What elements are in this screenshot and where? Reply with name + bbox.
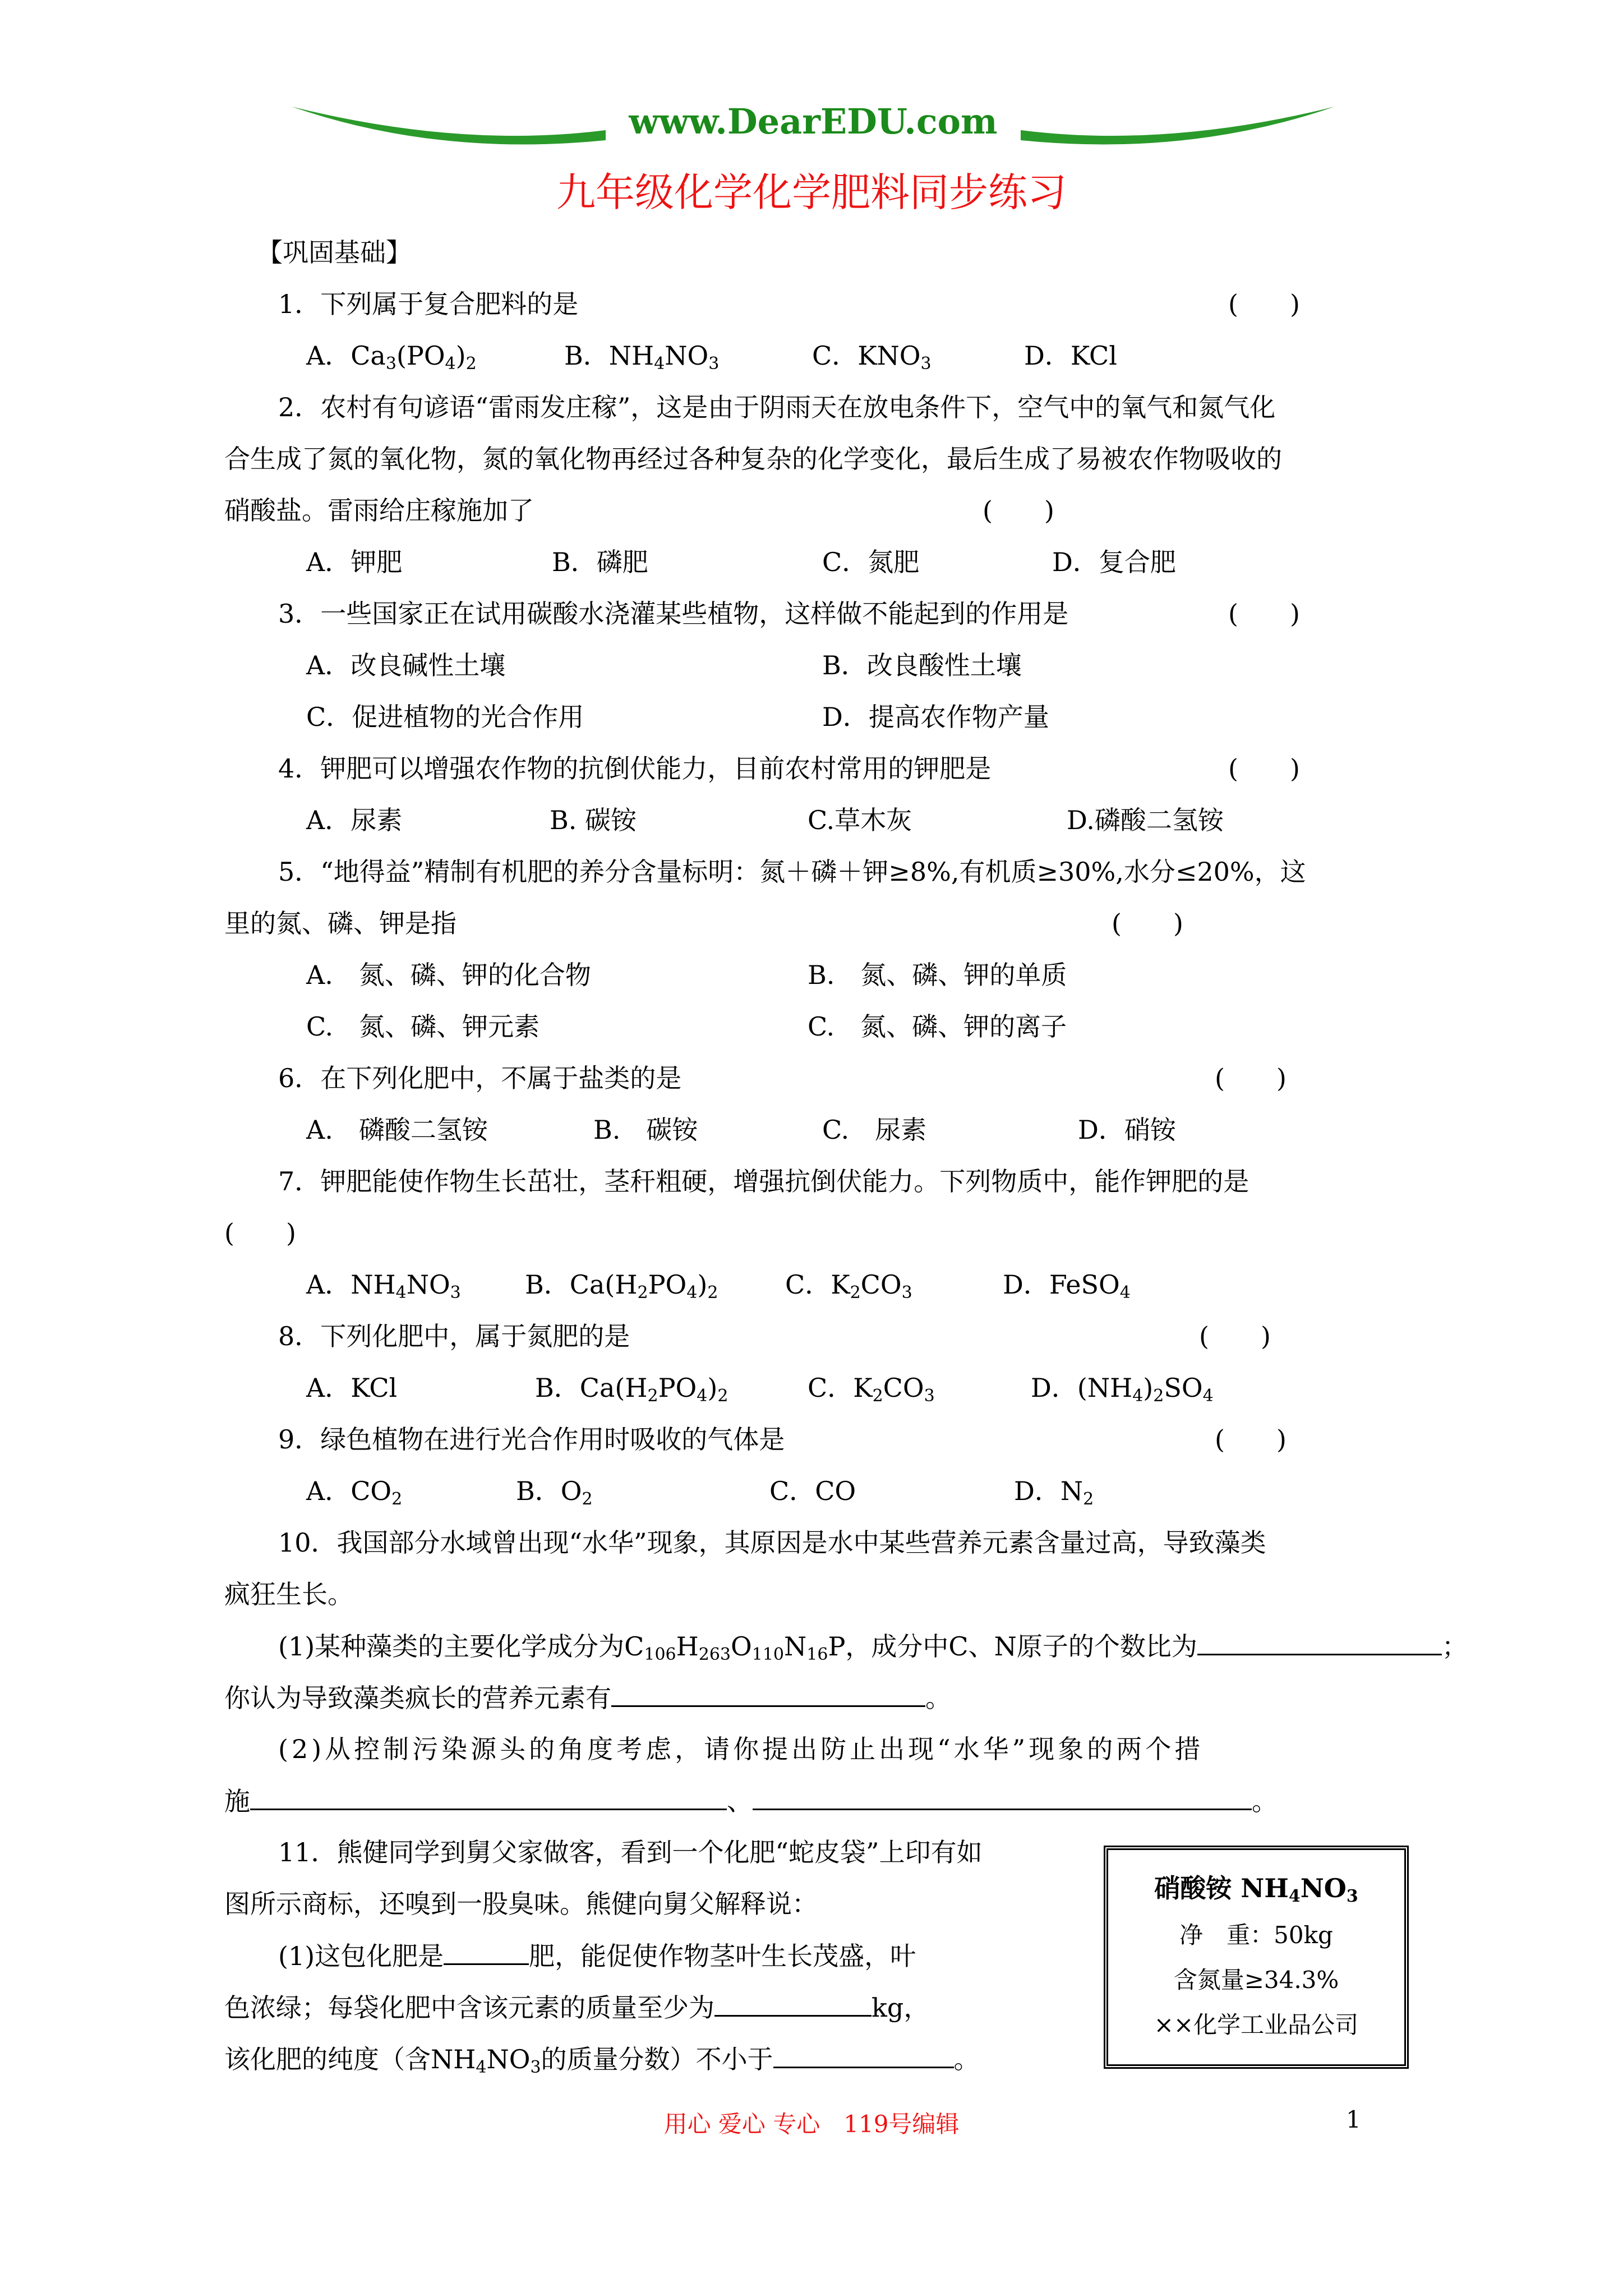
q10-line-1: 10．我国部分水域曾出现“水华”现象，其原因是水中某些营养元素含量过高，导致藻类 xyxy=(278,1527,1266,1558)
q3-option-a: A．改良碱性土壤 xyxy=(306,650,506,680)
q3-option-b: B．改良酸性土壤 xyxy=(822,650,1022,680)
q10-ratio-blank[interactable] xyxy=(1197,1629,1442,1655)
q9-option-a: A．$CO_2$ xyxy=(306,1476,403,1509)
q3-stem: 3．一些国家正在试用碳酸水浇灌某些植物，这样做不能起到的作用是 xyxy=(278,599,1069,629)
q1-option-a: A．$Ca_3(PO_4)_2$ xyxy=(306,341,477,374)
q1-option-c: C．$KNO_3$ xyxy=(812,341,932,374)
q5-option-c: C. 氮、磷、钾元素 xyxy=(306,1011,540,1042)
q5-line-1: 5．“地得益”精制有机肥的养分含量标明：氮＋磷＋钾≥8%,有机质≥30%,水分≤20%，这 xyxy=(278,857,1306,887)
q1-stem: 1．下列属于复合肥料的是 xyxy=(278,289,579,319)
q8-answer-paren: ( ) xyxy=(1199,1321,1271,1351)
q6-option-c: C. 尿素 xyxy=(822,1115,927,1145)
q5-answer-paren: ( ) xyxy=(1112,908,1183,938)
q7-answer-paren: ( ) xyxy=(224,1218,296,1248)
q5-line-2: 里的氮、磷、钾是指 xyxy=(224,908,457,938)
q9-option-b: B．$O_2$ xyxy=(516,1476,593,1509)
section-heading: 【巩固基础】 xyxy=(257,237,412,268)
q2-answer-paren: ( ) xyxy=(983,495,1054,526)
q2-option-d: D．复合肥 xyxy=(1052,547,1176,577)
q6-option-a: A. 磷酸二氢铵 xyxy=(306,1115,488,1145)
page-title: 九年级化学化学肥料同步练习 xyxy=(556,169,1067,215)
q11-line-5: 该化肥的纯度（含$NH_4NO_3$的质量分数）不小于 。 xyxy=(224,2042,980,2076)
q6-stem: 6．在下列化肥中，不属于盐类的是 xyxy=(278,1063,682,1093)
q10-measure-blank-1[interactable] xyxy=(250,1784,727,1810)
q4-option-b: B. 碳铵 xyxy=(550,805,637,835)
q8-option-a: A．KCl xyxy=(306,1373,398,1403)
q7-option-d: D．FeSO$_4$ xyxy=(1003,1269,1131,1303)
q10-nutrient-blank[interactable] xyxy=(611,1681,925,1707)
q4-answer-paren: ( ) xyxy=(1228,753,1300,784)
q10-part2-line-2: 施 、 。 xyxy=(224,1784,1278,1818)
q11-fertilizer-type-blank[interactable] xyxy=(444,1939,529,1965)
q3-option-c: C．促进植物的光合作用 xyxy=(306,702,584,732)
footer-text: 用心 爱心 专心 119号编辑 xyxy=(663,2110,960,2138)
q5-option-d: C. 氮、磷、钾的离子 xyxy=(808,1011,1067,1042)
q5-option-a: A. 氮、磷、钾的化合物 xyxy=(306,960,591,990)
label-net-weight: 净 重：50kg xyxy=(1179,1921,1333,1949)
q10-part2-line: (2)从控制污染源头的角度考虑，请你提出防止出现“水华”现象的两个措 xyxy=(278,1734,1204,1764)
q3-answer-paren: ( ) xyxy=(1228,599,1300,629)
q6-answer-paren: ( ) xyxy=(1215,1063,1287,1093)
header-banner xyxy=(292,95,1335,157)
q2-line-3: 硝酸盐。雷雨给庄稼施加了 xyxy=(224,495,534,526)
q8-option-d: D．$(NH_4)_2SO_4$ xyxy=(1031,1373,1214,1406)
q4-option-c: C.草木灰 xyxy=(808,805,912,835)
q7-option-c: C．$K_2CO_3$ xyxy=(785,1269,912,1303)
q8-option-b: B．$Ca(H_2PO_4)_2$ xyxy=(535,1373,728,1406)
q9-stem: 9．绿色植物在进行光合作用时吸收的气体是 xyxy=(278,1424,785,1455)
q11-line-2: 图所示商标，还嗅到一股臭味。熊健向舅父解释说： xyxy=(224,1889,818,1919)
q9-option-d: D．$N_2$ xyxy=(1014,1476,1094,1509)
q4-option-a: A．尿素 xyxy=(306,805,403,835)
fertilizer-label xyxy=(1104,1846,1409,2069)
q2-option-b: B．磷肥 xyxy=(552,547,648,577)
q9-answer-paren: ( ) xyxy=(1215,1424,1287,1455)
q2-line-2: 合生成了氮的氧化物，氮的氧化物再经过各种复杂的化学变化，最后生成了易被农作物吸收的 xyxy=(224,444,1282,474)
q1-option-d: D．KCl xyxy=(1024,341,1117,371)
q8-stem: 8．下列化肥中，属于氮肥的是 xyxy=(278,1321,630,1351)
q10-line-2: 疯狂生长。 xyxy=(224,1579,353,1609)
q6-option-d: D．硝铵 xyxy=(1078,1115,1176,1145)
q11-mass-blank[interactable] xyxy=(714,1990,872,2017)
q11-line-4: 色浓绿；每袋化肥中含该元素的质量至少为 kg， xyxy=(224,1990,929,2024)
q10-measure-blank-2[interactable] xyxy=(753,1784,1252,1810)
q11-line-1: 11．熊健同学到舅父家做客，看到一个化肥“蛇皮袋”上印有如 xyxy=(278,1837,983,1867)
q7-option-a: A．$NH_4NO_3$ xyxy=(306,1269,461,1303)
q7-option-b: B．$Ca(H_2PO_4)_2$ xyxy=(525,1269,718,1303)
q5-option-b: B. 氮、磷、钾的单质 xyxy=(808,960,1067,990)
q2-option-a: A．钾肥 xyxy=(306,547,403,577)
q10-part1-line: (1)某种藻类的主要化学成分为$C_{106}H_{263}O_{110}N_{16}P$，成分中C、N原子的个数比为 ； xyxy=(278,1629,1468,1663)
label-nitrogen-content: 含氮量≥34.3% xyxy=(1173,1966,1339,1994)
q9-option-c: C．CO xyxy=(769,1476,856,1506)
label-company: ××化学工业品公司 xyxy=(1154,2011,1359,2039)
page-number: 1 xyxy=(1346,2106,1361,2133)
q2-line-1: 2．农村有句谚语“雷雨发庄稼”，这是由于阴雨天在放电条件下，空气中的氧气和氮气化 xyxy=(278,392,1276,422)
q3-option-d: D．提高农作物产量 xyxy=(822,702,1049,732)
q7-line-1: 7．钾肥能使作物生长茁壮，茎秆粗硬，增强抗倒伏能力。下列物质中，能作钾肥的是 xyxy=(278,1166,1249,1197)
banner-swoosh-right xyxy=(1021,107,1335,145)
q6-option-b: B. 碳铵 xyxy=(593,1115,698,1145)
q1-answer-paren: ( ) xyxy=(1228,289,1300,319)
q10-part1-line-2: 你认为导致藻类疯长的营养元素有 。 xyxy=(224,1681,951,1715)
q2-option-c: C．氮肥 xyxy=(822,547,920,577)
q11-purity-blank[interactable] xyxy=(773,2042,954,2068)
banner-swoosh-left xyxy=(292,107,606,145)
q1-option-b: B．$NH_4NO_3$ xyxy=(564,341,720,374)
q11-line-3: (1)这包化肥是 肥，能促使作物茎叶生长茂盛，叶 xyxy=(278,1939,916,1973)
label-product-name: 硝酸铵 $NH_4NO_3$ xyxy=(1154,1873,1358,1906)
q4-option-d: D.磷酸二氢铵 xyxy=(1067,805,1224,835)
q8-option-c: C．$K_2CO_3$ xyxy=(808,1373,935,1406)
site-url: www.DearEDU.com xyxy=(629,101,998,142)
q4-stem: 4．钾肥可以增强农作物的抗倒伏能力，目前农村常用的钾肥是 xyxy=(278,753,992,784)
